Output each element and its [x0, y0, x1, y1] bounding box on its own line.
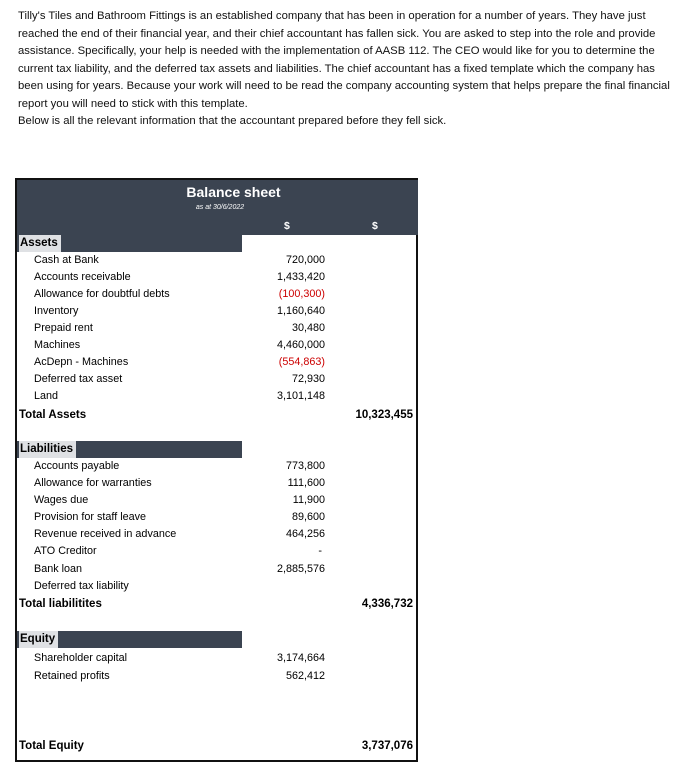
intro-paragraph: Tilly's Tiles and Bathroom Fittings is an established company that has been in operation for a number of years. They have just reached the end of their financial year, and their chief accountant has fallen sick. You are asked to step into the role and provide assistance. Specifically, your help is needed with the implementation of AASB 112. The CEO would like for you to determine the current tax liability, and the deferred tax assets and liabilities. The chief accountant has a fixed template which the company has been using for years. Because your work will need to be read the company accounting system that helps prepare the final financial report you will need to stick with this template.	[18, 10, 670, 110]
row-label: Bank loan	[34, 563, 83, 575]
row-value: 773,800	[285, 460, 325, 472]
row-value: 1,433,420	[276, 271, 325, 283]
row-label: Cash at Bank	[34, 254, 99, 266]
sheet-title: Balance sheet	[186, 184, 281, 200]
row-label: Accounts payable	[34, 460, 120, 472]
row-value-negative: (554,863)	[278, 356, 325, 368]
intro-text	[18, 8, 680, 131]
assets-heading: Assets	[19, 235, 61, 252]
currency-header-1: $	[284, 220, 290, 232]
row-label: Wages due	[34, 494, 89, 506]
assets-band	[17, 235, 242, 252]
row-label: Allowance for doubtful debts	[34, 288, 170, 300]
row-value: 464,256	[285, 528, 325, 540]
total-equity-value: 3,737,076	[361, 740, 413, 752]
row-label: Shareholder capital	[34, 652, 128, 664]
row-label: Machines	[34, 339, 81, 351]
row-value: 30,480	[291, 322, 325, 334]
row-value: -	[318, 545, 322, 557]
row-value: 562,412	[285, 670, 325, 682]
row-value: 111,600	[287, 477, 325, 489]
intro-below: Below is all the relevant information that the accountant prepared before they fell sick.	[18, 115, 447, 127]
equity-band	[17, 631, 242, 648]
balance-sheet	[15, 178, 418, 762]
row-value: 89,600	[291, 511, 325, 523]
row-value: 720,000	[285, 254, 325, 266]
row-value-negative: (100,300)	[278, 288, 325, 300]
row-label: Deferred tax asset	[34, 373, 123, 385]
row-label: AcDepn - Machines	[34, 356, 129, 368]
row-label: Inventory	[34, 305, 79, 317]
row-label: Land	[34, 390, 59, 402]
liabilities-heading: Liabilities	[19, 441, 76, 458]
row-value: 3,174,664	[276, 652, 325, 664]
liabilities-band	[17, 441, 242, 458]
total-equity-label: Total Equity	[19, 740, 84, 752]
sheet-subtitle: as at 30/6/2022	[195, 204, 245, 211]
total-liabilities-label: Total liabilitites	[19, 598, 102, 610]
total-assets-label: Total Assets	[19, 409, 87, 421]
total-assets-value: 10,323,455	[355, 409, 413, 421]
row-value: 72,930	[291, 373, 325, 385]
row-label: ATO Creditor	[34, 545, 97, 557]
total-liabilities-value: 4,336,732	[361, 598, 413, 610]
row-label: Retained profits	[34, 670, 110, 682]
row-label: Provision for staff leave	[34, 511, 147, 523]
row-label: Prepaid rent	[34, 322, 93, 334]
balance-sheet-header	[17, 180, 418, 235]
row-value: 3,101,148	[276, 390, 325, 402]
row-label: Deferred tax liability	[34, 580, 129, 592]
row-value: 2,885,576	[276, 563, 325, 575]
currency-header-2: $	[372, 220, 378, 232]
row-value: 4,460,000	[276, 339, 325, 351]
row-value: 1,160,640	[276, 305, 325, 317]
row-label: Allowance for warranties	[34, 477, 152, 489]
row-value: 11,900	[292, 494, 325, 506]
row-label: Revenue received in advance	[34, 528, 177, 540]
row-label: Accounts receivable	[34, 271, 131, 283]
equity-heading: Equity	[19, 631, 58, 648]
